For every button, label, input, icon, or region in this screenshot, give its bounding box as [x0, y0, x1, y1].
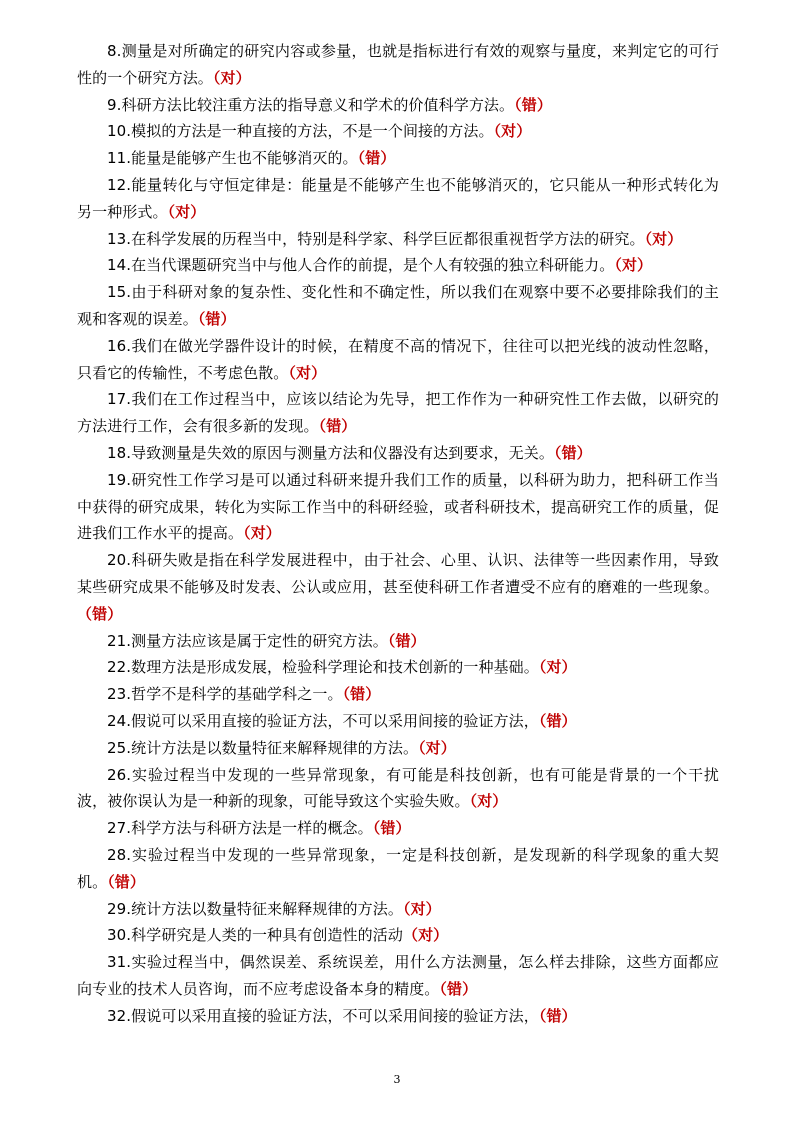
- answer-mark: （错）: [357, 149, 396, 168]
- question-item: [77, 735, 719, 762]
- question-text: 19.研究性工作学习是可以通过科研来提升我们工作的质量，以科研为助力，把科研工作当中获得的研究成果，转化为实际工作当中的科研经验，或者科研技术，提高研究工作的质量，促进我们工作水平的提高。: [77, 470, 719, 543]
- question-text: 8.测量是对所确定的研究内容或参量，也就是指标进行有效的观察与量度，来判定它的可行性的一个研究方法。: [77, 42, 719, 87]
- question-text: 31.实验过程当中，偶然误差、系统误差，用什么方法测量，怎么样去排除，这些方面都应向专业的技术人员咨询，而不应考虑设备本身的精度。: [77, 953, 719, 998]
- question-item: [77, 842, 719, 896]
- answer-mark: （对）: [614, 256, 653, 275]
- question-item: [77, 654, 719, 681]
- question-item: [77, 922, 719, 949]
- question-item: [77, 118, 719, 145]
- question-text: 17.我们在工作过程当中，应该以结论为先导，把工作作为一种研究性工作去做，以研究的方法进行工作，会有很多新的发现。: [77, 390, 719, 436]
- question-item: [77, 896, 719, 923]
- question-item: [77, 467, 719, 547]
- question-text: 23.哲学不是科学的基础学科之一。: [107, 685, 343, 704]
- answer-mark: （对）: [644, 229, 683, 248]
- answer-mark: （错）: [387, 631, 426, 650]
- question-text: 16.我们在做光学器件设计的时候，在精度不高的情况下，往往可以把光线的波动性忽略，只看它的传输性，不考虑色散。: [77, 336, 719, 382]
- answer-mark: （对）: [288, 363, 327, 382]
- answer-mark: （错）: [538, 711, 577, 730]
- answer-mark: （错）: [197, 309, 236, 328]
- answer-mark: （错）: [77, 604, 123, 623]
- question-text: 12.能量转化与守恒定律是：能量是不能够产生也不能够消灭的，它只能从一种形式转化为另一种形式。: [77, 175, 719, 221]
- question-text: 20.科研失败是指在科学发展进程中，由于社会、心里、认识、法律等一些因素作用，导致某些研究成果不能够及时发表、公认或应用，甚至使科研工作者遭受不应有的磨难的一些现象。: [77, 551, 719, 596]
- answer-mark: （对）: [469, 792, 508, 811]
- question-item: [77, 226, 719, 253]
- answer-mark: （对）: [402, 899, 441, 918]
- question-text: 32.假说可以采用直接的验证方法，不可以采用间接的验证方法，: [107, 1006, 539, 1025]
- question-text: 18.导致测量是失效的原因与测量方法和仪器没有达到要求，无关。: [107, 443, 554, 462]
- question-item: [77, 92, 719, 119]
- question-text: 9.科研方法比较注重方法的指导意义和学术的价值科学方法。: [107, 95, 515, 114]
- question-item: [77, 38, 719, 92]
- question-text: 15.由于科研对象的复杂性、变化性和不确定性，所以我们在观察中要不必要排除我们的主观和客观的误差。: [77, 283, 719, 328]
- question-item: [77, 440, 719, 467]
- question-item: [77, 949, 719, 1003]
- question-item: [77, 1003, 719, 1030]
- question-text: 13.在科学发展的历程当中，特别是科学家、科学巨匠都很重视哲学方法的研究。: [107, 229, 645, 248]
- question-item: [77, 708, 719, 735]
- answer-mark: （对）: [418, 738, 456, 757]
- answer-mark: （错）: [342, 685, 381, 704]
- question-item: [77, 681, 719, 708]
- answer-mark: （错）: [107, 872, 146, 891]
- question-text: 22.数理方法是形成发展，检验科学理论和技术创新的一种基础。: [107, 658, 539, 677]
- answer-mark: （错）: [318, 417, 357, 436]
- question-item: [77, 145, 719, 172]
- answer-mark: （错）: [372, 819, 411, 838]
- question-text: 30.科学研究是人类的一种具有创造性的活动: [107, 926, 403, 945]
- question-item: [77, 252, 719, 279]
- answer-mark: （对）: [167, 202, 206, 221]
- answer-mark: （错）: [553, 443, 592, 462]
- question-text: 29.统计方法以数量特征来解释规律的方法。: [107, 899, 403, 918]
- answer-mark: （对）: [243, 524, 281, 543]
- answer-mark: （错）: [439, 979, 478, 998]
- question-item: [77, 333, 719, 387]
- question-item: [77, 386, 719, 440]
- document-body: [77, 38, 719, 1029]
- question-item: [77, 172, 719, 226]
- question-item: [77, 815, 719, 842]
- question-text: 14.在当代课题研究当中与他人合作的前提，是个人有较强的独立科研能力。: [107, 256, 615, 275]
- answer-mark: （对）: [212, 68, 251, 87]
- answer-mark: （错）: [538, 1006, 577, 1025]
- answer-mark: （错）: [514, 95, 552, 114]
- answer-mark: （对）: [493, 122, 532, 141]
- question-text: 25.统计方法是以数量特征来解释规律的方法。: [107, 738, 419, 757]
- question-text: 28.实验过程当中发现的一些异常现象，一定是科技创新，是发现新的科学现象的重大契机。: [77, 845, 719, 891]
- question-text: 26.实验过程当中发现的一些异常现象，有可能是科技创新，也有可能是背景的一个干扰波，被你误认为是一种新的现象，可能导致这个实验失败。: [77, 765, 719, 811]
- answer-mark: （对）: [402, 926, 449, 945]
- question-text: 27.科学方法与科研方法是一样的概念。: [107, 819, 373, 838]
- page-number: 3: [393, 1073, 401, 1086]
- question-item: [77, 762, 719, 816]
- question-item: [77, 279, 719, 333]
- answer-mark: （对）: [538, 658, 577, 677]
- question-item: [77, 547, 719, 627]
- question-item: [77, 628, 719, 655]
- question-text: 21.测量方法应该是属于定性的研究方法。: [107, 631, 388, 650]
- question-text: 11.能量是能够产生也不能够消灭的。: [107, 149, 358, 168]
- question-text: 24.假说可以采用直接的验证方法，不可以采用间接的验证方法，: [107, 711, 539, 730]
- question-text: 10.模拟的方法是一种直接的方法，不是一个间接的方法。: [107, 122, 494, 141]
